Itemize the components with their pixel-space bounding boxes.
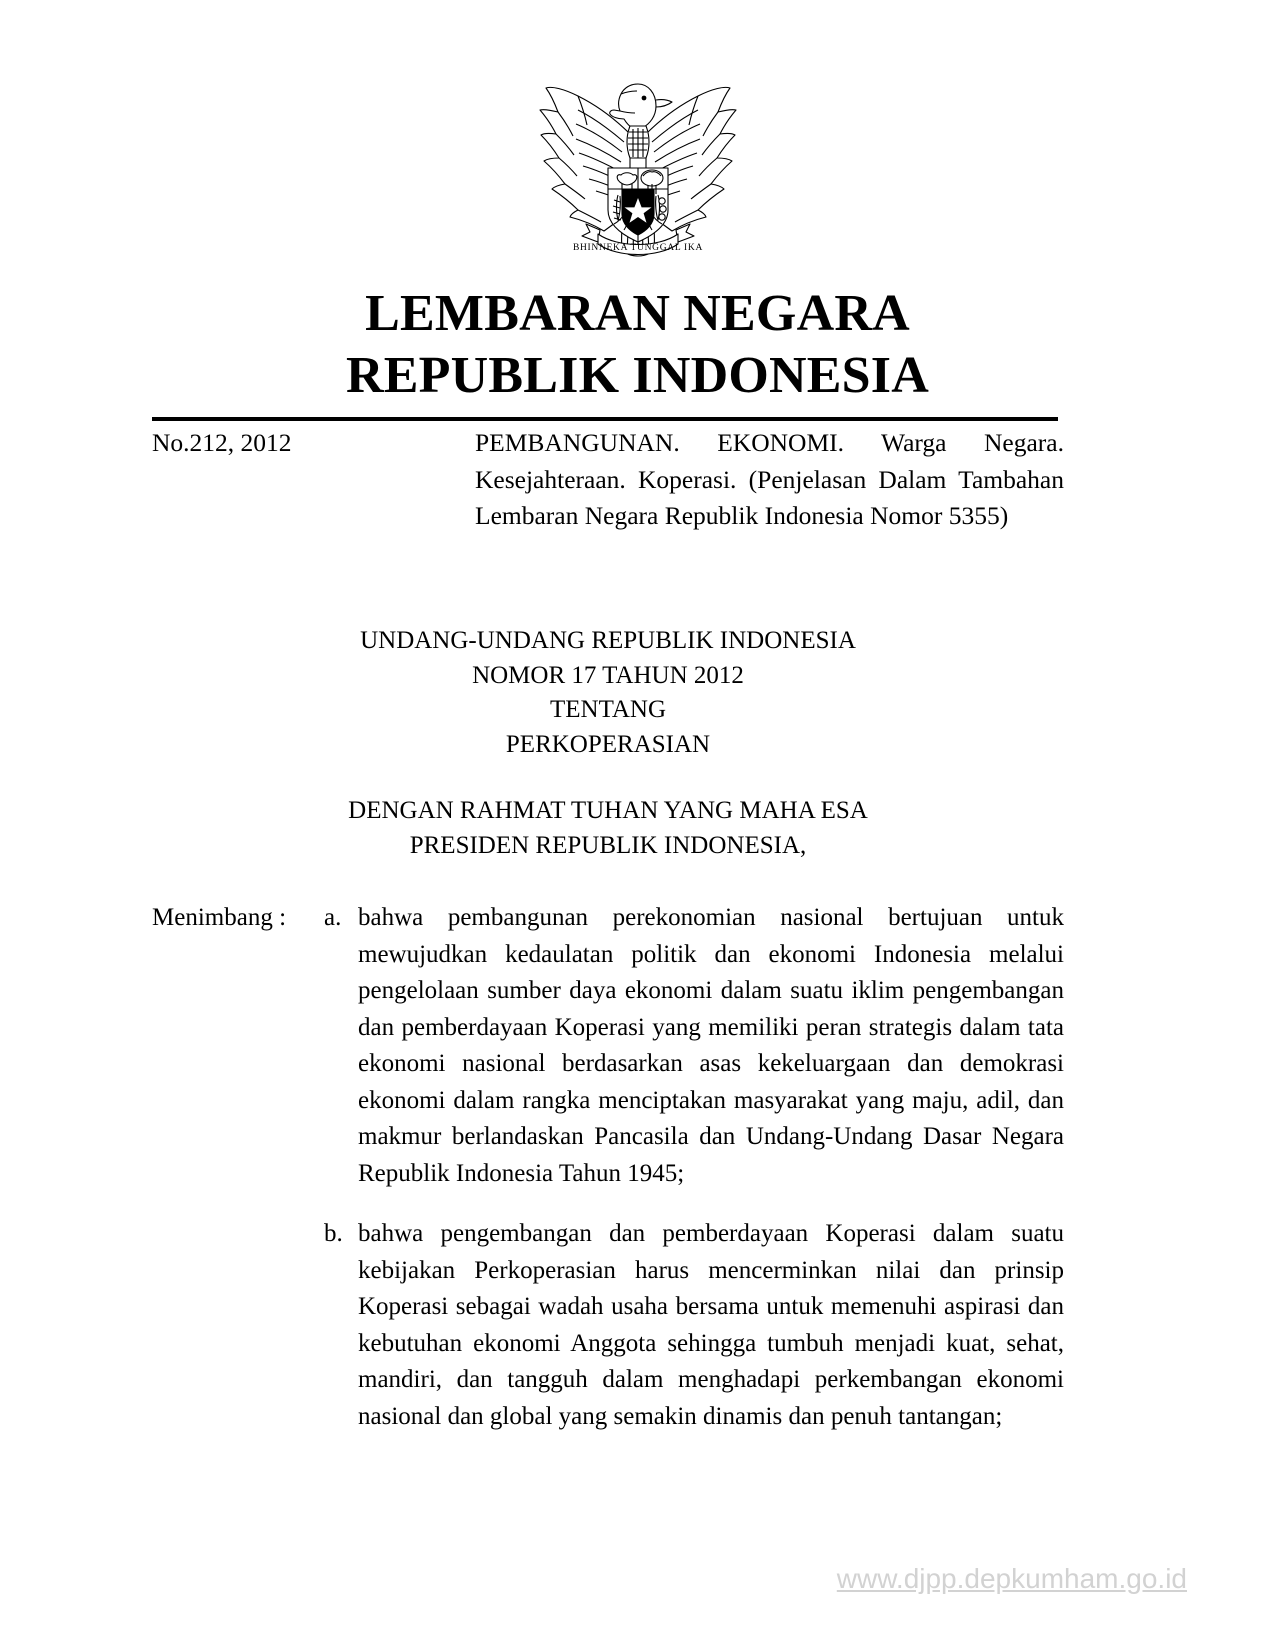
considering-section — [152, 900, 1064, 1435]
clause-text-b: bahwa pengembangan dan pemberdayaan Koperasi dalam suatu kebijakan Perkoperasian harus mencerminkan nilai dan prinsip Koperasi sebagai wadah usaha bersama untuk memenuhi aspirasi dan kebutuhan ekonomi Anggota sehingga tumbuh menjadi kuat, sehat, mandiri, dan tangguh dalam menghadapi perkembangan ekonomi nasional dan global yang semakin dinamis dan penuh tantangan; — [358, 1220, 1064, 1430]
header-divider-rule — [152, 417, 1058, 421]
considering-label: Menimbang : — [152, 904, 287, 931]
garuda-pancasila-emblem — [538, 62, 738, 267]
clause-marker-a: a. — [324, 904, 342, 931]
masthead-title — [0, 283, 1275, 407]
emblem-container — [0, 62, 1275, 272]
masthead-line-1: LEMBARAN NEGARA — [365, 285, 910, 342]
gazette-number: No.212, 2012 — [152, 428, 292, 457]
footer-watermark: www.djpp.depkumham.go.id — [836, 1563, 1187, 1594]
title-line-presiden: PRESIDEN REPUBLIK INDONESIA, — [409, 831, 807, 859]
title-line-nomor-tahun: NOMOR 17 TAHUN 2012 — [472, 661, 744, 689]
title-line-rahmat-tuhan: DENGAN RAHMAT TUHAN YANG MAHA ESA — [348, 797, 868, 824]
gazette-subject: PEMBANGUNAN. EKONOMI. Warga Negara. Kesejahteraan. Koperasi. (Penjelasan Dalam Tambahan Lembaran Negara Republik Indonesia Nomor 5355) — [475, 428, 1064, 530]
clause-text-a: bahwa pembangunan perekonomian nasional bertujuan untuk mewujudkan kedaulatan politik dan ekonomi Indonesia melalui pengelolaan sumber daya ekonomi dalam suatu iklim pengembangan dan pemberdayaan Koperasi yang memiliki peran strategis dalam tata ekonomi nasional berdasarkan asas kekeluargaan dan demokrasi ekonomi dalam rangka menciptakan masyarakat yang maju, adil, dan makmur berlandaskan Pancasila dan Undang-Undang Dasar Negara Republik Indonesia Tahun 1945; — [358, 904, 1064, 1187]
title-line-tentang: TENTANG — [549, 696, 667, 723]
law-title-block — [152, 624, 1064, 863]
emblem-motto-text: BHINNEKA TUNGGAL IKA — [572, 243, 703, 253]
title-line-undang-undang: UNDANG-UNDANG REPUBLIK INDONESIA — [360, 627, 856, 654]
considering-clause-b — [152, 1216, 1064, 1435]
considering-clause-a — [152, 900, 1064, 1192]
title-line-subject: PERKOPERASIAN — [505, 730, 711, 758]
clause-marker-b: b. — [324, 1220, 343, 1247]
masthead-line-2: REPUBLIK INDONESIA — [346, 347, 929, 404]
